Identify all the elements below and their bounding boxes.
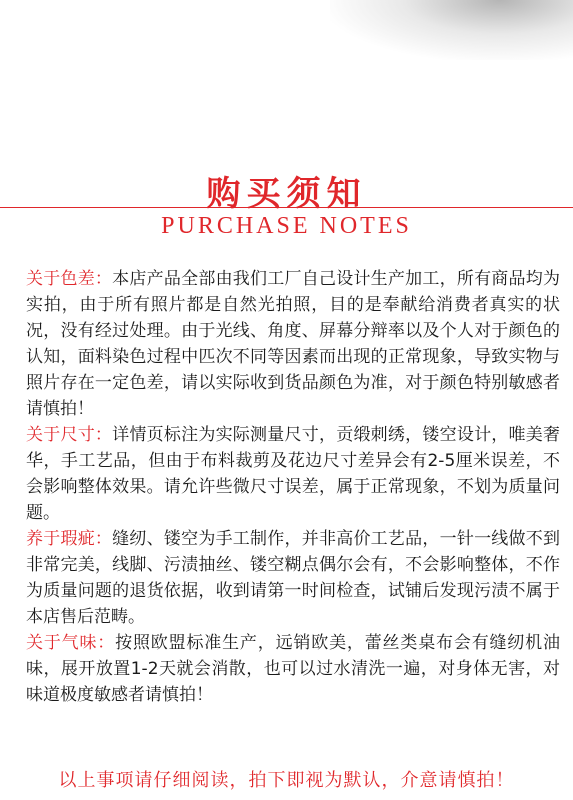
note-label: 关于气味： (26, 633, 116, 653)
page-subtitle: PURCHASE NOTES (161, 213, 412, 239)
title-divider (0, 207, 573, 208)
note-odor (26, 630, 560, 708)
note-text: 详情页标注为实际测量尺寸，贡缎刺绣，镂空设计，唯美奢华，手工艺品，但由于布料裁剪及花边尺寸差异会有2-5厘米误差，不会影响整体效果。请允许些微尺寸误差，属于正常现象，不划为质量问题。 (26, 425, 561, 523)
note-flaws (26, 526, 560, 630)
note-color-difference (26, 266, 560, 422)
footer-notice: 以上事项请仔细阅读，拍下即视为默认，介意请慎拍！ (58, 770, 515, 791)
note-text: 缝纫、镂空为手工制作，并非高价工艺品，一针一线做不到非常完美，线脚、污渍抽丝、镂空糊点偶尔会有，不会影响整体，不作为质量问题的退货依据，收到请第一时间检查，试铺后发现污渍不属于本店售后范畴。 (26, 529, 561, 627)
page-title: 购买须知 (206, 174, 367, 214)
top-shadow-decoration (330, 0, 573, 60)
note-text: 按照欧盟标准生产，远销欧美，蕾丝类桌布会有缝纫机油味，展开放置1-2天就会消散，也可以过水清洗一遍，对身体无害，对味道极度敏感者请慎拍！ (26, 633, 561, 705)
note-size (26, 422, 560, 526)
note-label: 养于瑕疵： (26, 529, 113, 549)
note-text: 本店产品全部由我们工厂自己设计生产加工，所有商品均为实拍，由于所有照片都是自然光拍照，目的是奉献给消费者真实的状况，没有经过处理。由于光线、角度、屏幕分辩率以及个人对于颜色的认知，面料染色过程中匹次不同等因素而出现的正常现象，导致实物与照片存在一定色差，请以实际收到货品颜色为准，对于颜色特别敏感者请慎拍！ (26, 269, 561, 419)
note-label: 关于色差： (26, 269, 113, 289)
note-label: 关于尺寸： (26, 425, 113, 445)
notes-section (26, 266, 560, 708)
